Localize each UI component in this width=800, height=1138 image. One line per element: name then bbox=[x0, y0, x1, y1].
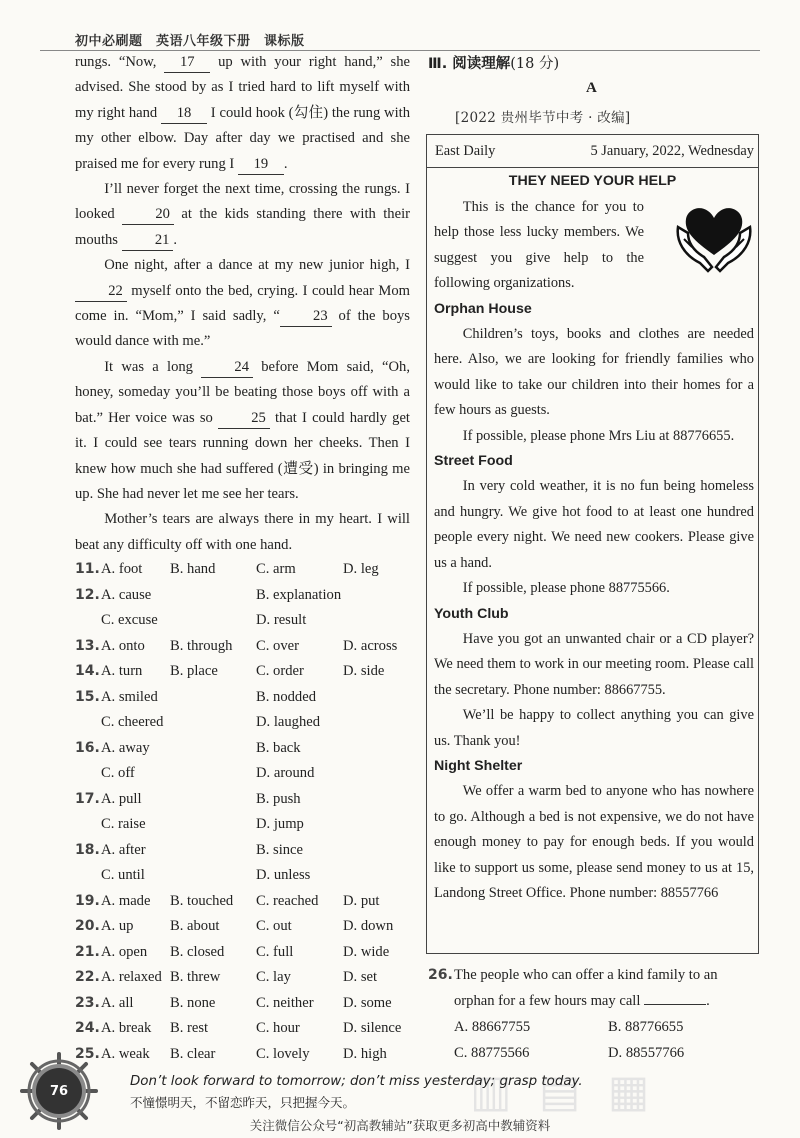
answer-option[interactable]: C. lay bbox=[256, 969, 291, 985]
answer-option[interactable]: B. none bbox=[170, 994, 216, 1011]
answer-option[interactable]: C. out bbox=[256, 918, 292, 934]
passage-text: I’ll never forget the next time, crossing the rungs. I looked bbox=[75, 181, 410, 223]
answer-option[interactable]: A. open bbox=[101, 943, 148, 960]
organization-paragraph: We’ll be happy to collect anything you can give us. Thank you! bbox=[434, 707, 754, 749]
answer-option[interactable]: C. neither bbox=[256, 994, 314, 1011]
answer-option[interactable]: A. made bbox=[101, 892, 151, 909]
option-row bbox=[75, 634, 415, 660]
passage-text: rungs. “Now, bbox=[75, 54, 165, 70]
question-number: 13. bbox=[75, 637, 100, 654]
answer-option[interactable]: D. side bbox=[343, 663, 385, 679]
answer-option[interactable]: C. lovely bbox=[256, 1045, 310, 1062]
passage-text: up with your right hand,” she advised. She stood by as I tried hard to lift myself with my right hand bbox=[75, 54, 410, 121]
decorative-watermark: ▥ ▤ ▦ bbox=[470, 1066, 656, 1117]
option-row bbox=[75, 838, 415, 864]
organization-name: Orphan House bbox=[434, 300, 532, 317]
organization-name: Youth Club bbox=[434, 605, 509, 622]
answer-option[interactable]: D. laughed bbox=[256, 714, 321, 730]
question-number: 17. bbox=[75, 790, 100, 807]
answer-option[interactable]: A. cause bbox=[101, 586, 152, 603]
passage-text: before Mom said, “Oh, honey, someday you’ll be beating those boys off with a bat.” Her voice was so bbox=[75, 358, 410, 426]
answer-option[interactable]: B. through bbox=[170, 637, 233, 654]
answer-option[interactable]: A. turn bbox=[101, 663, 143, 679]
question-number: 24. bbox=[75, 1020, 100, 1036]
organization-paragraph: We offer a warm bed to anyone who has nowhere to go. Although a bed is not expensive, we do not have enough money to pay for enough beds. If you would like to support us some, please send money to us at 15, Landong Street Office. Phone number: 88557766 bbox=[434, 783, 754, 901]
passage-text: . bbox=[173, 231, 178, 248]
answer-option[interactable]: A. relaxed bbox=[101, 969, 162, 985]
option-row bbox=[75, 914, 415, 940]
option-row bbox=[75, 940, 415, 966]
answer-option[interactable]: D. high bbox=[343, 1045, 387, 1062]
answer-option[interactable]: B. push bbox=[256, 790, 301, 807]
passage-p4 bbox=[75, 355, 410, 507]
newspaper-header bbox=[427, 135, 758, 168]
question-number: 14. bbox=[75, 663, 100, 679]
motto-chinese: 不憧憬明天，不留恋昨天，只把握今天。 bbox=[130, 1095, 356, 1110]
part-label: A bbox=[586, 80, 597, 96]
answer-option[interactable]: D. set bbox=[343, 969, 378, 985]
question-text: The people who can offer a kind family to an orphan for a few hours may call bbox=[454, 967, 718, 1009]
answer-option[interactable]: D. wide bbox=[343, 943, 390, 960]
option-row bbox=[75, 863, 415, 889]
answer-option[interactable]: C. raise bbox=[101, 816, 146, 832]
answer-option[interactable]: B. closed bbox=[170, 943, 225, 960]
question-stem: The people who can offer a kind family to an orphan for a few hours may call . bbox=[454, 967, 718, 1009]
cloze-options bbox=[75, 557, 415, 1067]
section-label: Ⅲ. 阅读理解 bbox=[428, 56, 511, 72]
passage-text: that I could hardly get it. I could see tears running down her cheeks. Then I knew how much she had suffered (遭受) in bringing me up. She had never let me see her tears. bbox=[75, 409, 410, 502]
answer-option[interactable]: C. cheered bbox=[101, 714, 164, 730]
passage-text: I could hook (勾住) the rung with my other elbow. Day after day we practised and she praised me for every rung I bbox=[75, 104, 410, 172]
answer-option[interactable]: B. since bbox=[256, 841, 304, 858]
answer-option[interactable]: A. smiled bbox=[101, 688, 158, 705]
answer-option[interactable]: A. break bbox=[101, 1020, 152, 1036]
question-number: 23. bbox=[75, 994, 100, 1011]
question-number: 11. bbox=[75, 561, 100, 577]
answer-option[interactable]: A. weak bbox=[101, 1045, 150, 1062]
answer-option[interactable]: D. unless bbox=[256, 867, 311, 883]
answer-option[interactable]: B. about bbox=[170, 918, 220, 934]
article-intro: This is the chance for you to help those less lucky members. We suggest you give help to the following organizations. bbox=[434, 199, 644, 292]
answer-option[interactable]: B. back bbox=[256, 739, 301, 756]
option-row bbox=[75, 812, 415, 838]
option-row bbox=[75, 557, 415, 583]
answer-option[interactable]: B. place bbox=[170, 663, 218, 679]
cloze-blank[interactable]: 17 bbox=[164, 53, 210, 73]
answer-option[interactable]: B. clear bbox=[170, 1045, 216, 1062]
question-number: 12. bbox=[75, 586, 100, 603]
organization-name: Night Shelter bbox=[434, 757, 523, 774]
option-row bbox=[75, 965, 415, 991]
cloze-blank[interactable]: 20 bbox=[122, 205, 174, 225]
option-row bbox=[75, 659, 415, 685]
answer-option[interactable]: B. nodded bbox=[256, 688, 316, 705]
question-number: 15. bbox=[75, 688, 100, 705]
article-title: THEY NEED YOUR HELP bbox=[508, 173, 677, 189]
cloze-passage bbox=[75, 50, 410, 558]
passage-text: One night, after a dance at my new junior high, I bbox=[104, 257, 410, 274]
passage-p2 bbox=[75, 177, 410, 253]
answer-option[interactable]: D. down bbox=[343, 918, 394, 934]
passage-p3 bbox=[75, 253, 410, 355]
option-row bbox=[75, 710, 415, 736]
answer-option[interactable]: D. result bbox=[256, 612, 307, 628]
question-number: 21. bbox=[75, 943, 100, 960]
option-row bbox=[75, 583, 415, 609]
passage-text: at the kids standing there with their mouths bbox=[75, 206, 410, 248]
passage-p1 bbox=[75, 50, 410, 177]
section-points: (18 分) bbox=[510, 56, 560, 72]
question-number: 26. bbox=[428, 967, 453, 983]
organization-paragraph: In very cold weather, it is no fun being homeless and hungry. We give hot food to at least one hundred people every night. We need new cookers. Please give us a hand. bbox=[434, 478, 754, 571]
option-c[interactable]: C. 88775566 bbox=[454, 1045, 530, 1061]
answer-option[interactable]: C. arm bbox=[256, 561, 296, 577]
answer-option[interactable]: D. around bbox=[256, 765, 315, 781]
option-row bbox=[75, 736, 415, 762]
answer-option[interactable]: C. reached bbox=[256, 892, 319, 909]
answer-option[interactable]: A. all bbox=[101, 994, 134, 1011]
answer-option[interactable]: D. leg bbox=[343, 561, 379, 577]
answer-blank[interactable] bbox=[644, 990, 706, 1005]
organization-paragraph: If possible, please phone 88775566. bbox=[462, 580, 670, 597]
heart-in-hands-icon bbox=[674, 197, 754, 275]
option-a[interactable]: A. 88667755 bbox=[454, 1019, 531, 1035]
cloze-blank[interactable]: 22 bbox=[75, 282, 127, 302]
newspaper-date: 5 January, 2022, Wednesday bbox=[590, 143, 754, 159]
question-number: 19. bbox=[75, 892, 100, 909]
option-b[interactable]: B. 88776655 bbox=[608, 1019, 684, 1035]
answer-option[interactable]: A. foot bbox=[101, 561, 143, 577]
option-row bbox=[75, 889, 415, 915]
answer-option[interactable]: D. some bbox=[343, 994, 392, 1011]
motto-english: Don’t look forward to tomorrow; don’t miss yesterday; grasp today. bbox=[130, 1074, 583, 1089]
option-row bbox=[75, 1016, 415, 1042]
question-number: 18. bbox=[75, 841, 100, 858]
passage-text: of the boys would dance with me.” bbox=[75, 308, 410, 350]
option-row bbox=[75, 787, 415, 813]
answer-option[interactable]: A. pull bbox=[101, 790, 142, 807]
answer-option[interactable]: A. onto bbox=[101, 637, 145, 654]
option-row bbox=[75, 761, 415, 787]
page-number: 76 bbox=[36, 1068, 82, 1114]
answer-option[interactable]: A. away bbox=[101, 739, 150, 756]
passage-text: It was a long bbox=[104, 358, 202, 375]
answer-option[interactable]: B. threw bbox=[170, 969, 221, 985]
newspaper-name: East Daily bbox=[435, 143, 496, 159]
newspaper-box bbox=[426, 134, 759, 954]
option-row bbox=[75, 991, 415, 1017]
answer-option[interactable]: B. hand bbox=[170, 561, 216, 577]
question-number: 20. bbox=[75, 918, 100, 934]
answer-option[interactable]: B. explanation bbox=[256, 586, 342, 603]
passage-text: . bbox=[283, 155, 288, 172]
cloze-blank[interactable]: 24 bbox=[201, 358, 253, 378]
organization-name: Street Food bbox=[434, 453, 513, 470]
answer-option[interactable]: C. hour bbox=[256, 1020, 300, 1036]
article-body bbox=[434, 195, 754, 906]
option-d[interactable]: D. 88557766 bbox=[608, 1045, 685, 1061]
answer-option[interactable]: A. after bbox=[101, 841, 146, 858]
bottom-note: 关注微信公众号“初高教辅站”获取更多初高中教辅资料 bbox=[249, 1118, 551, 1133]
answer-option[interactable]: D. put bbox=[343, 892, 380, 909]
cloze-blank[interactable]: 21 bbox=[122, 231, 174, 251]
cloze-blank[interactable]: 18 bbox=[161, 104, 207, 124]
answer-option[interactable]: D. silence bbox=[343, 1020, 402, 1036]
organization-paragraph: If possible, please phone Mrs Liu at 88776655. bbox=[462, 427, 735, 444]
answer-option[interactable]: C. excuse bbox=[101, 612, 158, 628]
running-header: 初中必刷题 英语八年级下册 课标版 bbox=[75, 34, 305, 49]
answer-option[interactable]: C. off bbox=[101, 765, 135, 781]
passage-text: myself onto the bed, crying. I could hear Mom come in. “Mom,” I said sadly, “ bbox=[75, 282, 410, 325]
answer-option[interactable]: B. rest bbox=[170, 1020, 209, 1036]
answer-option[interactable]: D. across bbox=[343, 637, 398, 654]
answer-option[interactable]: C. until bbox=[101, 867, 145, 883]
section-title bbox=[428, 52, 559, 73]
answer-option[interactable]: C. full bbox=[256, 943, 294, 960]
answer-option[interactable]: C. over bbox=[256, 637, 299, 654]
answer-option[interactable]: B. touched bbox=[170, 892, 234, 909]
question-number: 25. bbox=[75, 1045, 100, 1062]
organization-paragraph: Have you got an unwanted chair or a CD player? We need them to work in our meeting room. Please call the secretary. Phone number: 88667755. bbox=[434, 630, 754, 698]
organization-paragraph: Children’s toys, books and clothes are needed here. Also, we are looking for friendly families who would like to take our children into their homes for a few hours as guests. bbox=[434, 326, 754, 419]
cloze-blank[interactable]: 23 bbox=[280, 307, 332, 327]
source-note: [2022 贵州毕节中考 · 改编] bbox=[455, 110, 631, 126]
option-row bbox=[75, 608, 415, 634]
passage-p5: Mother’s tears are always there in my heart. I will beat any difficulty off with one hand. bbox=[75, 511, 410, 553]
question-number: 16. bbox=[75, 739, 100, 756]
cloze-blank[interactable]: 25 bbox=[218, 409, 270, 429]
answer-option[interactable]: A. up bbox=[101, 918, 134, 934]
option-row bbox=[75, 685, 415, 711]
answer-option[interactable]: C. order bbox=[256, 663, 304, 679]
answer-option[interactable]: D. jump bbox=[256, 816, 304, 832]
cloze-blank[interactable]: 19 bbox=[238, 155, 284, 175]
question-number: 22. bbox=[75, 969, 100, 985]
